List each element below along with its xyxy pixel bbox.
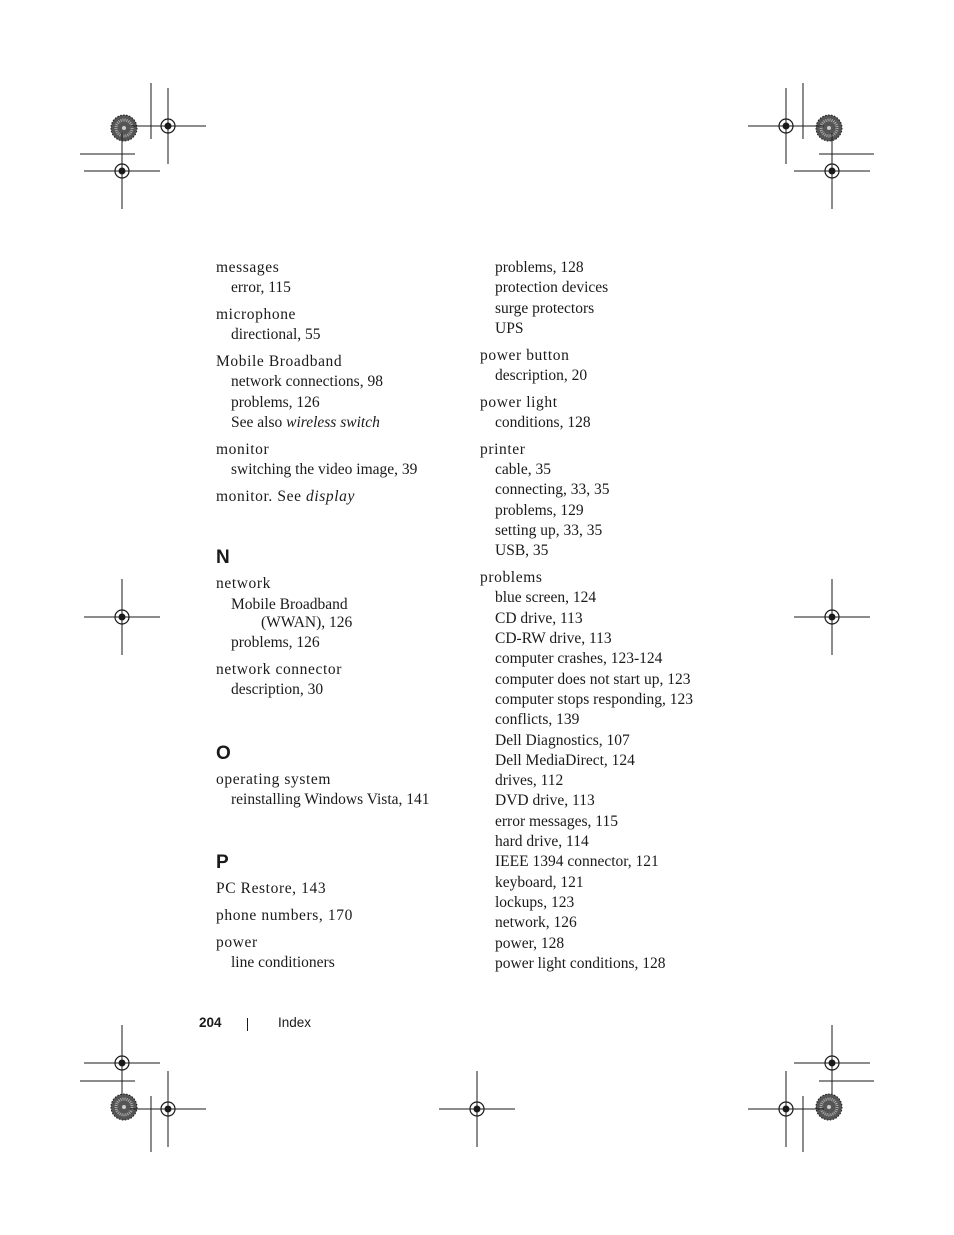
index-entry-microphone [216, 305, 466, 346]
index-subentry: Dell MediaDirect, 124 [495, 751, 635, 769]
index-subentry: error messages, 115 [495, 812, 618, 830]
index-subentry: cable, 35 [495, 461, 551, 479]
index-subentry: lockups, 123 [495, 893, 575, 911]
section-letter-o: O [216, 742, 231, 764]
starburst-mark [111, 115, 137, 141]
index-subentry: hard drive, 114 [495, 833, 589, 851]
index-see-also [216, 413, 466, 433]
index-subentry: power, 128 [495, 934, 565, 952]
section-letter-n: N [216, 547, 230, 569]
index-subentry: problems, 126 [231, 393, 320, 411]
see-target: display [306, 487, 356, 505]
crosshair-mark [794, 1025, 870, 1101]
crosshair-mark [794, 133, 870, 209]
index-entry-network [216, 574, 466, 653]
starburst-mark [816, 115, 842, 141]
index-subentry: surge protectors [495, 299, 595, 317]
footer-section-label: Index [278, 1015, 312, 1030]
index-term: PC Restore, 143 [216, 880, 327, 898]
index-entry-monitor-see [216, 487, 466, 507]
index-term: power light [480, 393, 558, 411]
index-term: power button [480, 346, 570, 364]
index-subentry: description, 20 [495, 366, 588, 384]
index-entry-network-connector [216, 660, 466, 701]
index-entry-monitor [216, 440, 466, 481]
index-entry-mobile-broadband [216, 352, 466, 433]
index-entry-printer [480, 440, 730, 562]
index-subentry: IEEE 1394 connector, 121 [495, 853, 659, 871]
index-subentry: UPS [495, 319, 524, 337]
index-subentry: setting up, 33, 35 [495, 522, 603, 540]
index-subentry: network connections, 98 [231, 373, 383, 391]
index-term: operating system [216, 770, 332, 788]
index-term: microphone [216, 306, 297, 324]
crosshair-mark [130, 1071, 206, 1147]
index-subentry: DVD drive, 113 [495, 792, 595, 810]
index-subentry: computer does not start up, 123 [495, 670, 691, 688]
index-term: phone numbers, 170 [216, 906, 353, 924]
index-subentry: switching the video image, 39 [231, 461, 418, 479]
index-subentry: network, 126 [495, 914, 577, 932]
index-subentry: reinstalling Windows Vista, 141 [231, 790, 430, 808]
crosshair-mark [748, 88, 824, 164]
index-subentry: problems, 128 [495, 259, 584, 276]
index-term: messages [216, 259, 280, 276]
index-term: monitor [216, 440, 270, 458]
index-entry-power-light [480, 393, 730, 434]
index-subentry: conditions, 128 [495, 414, 591, 432]
crosshair-mark [84, 579, 160, 655]
index-subentry: blue screen, 124 [495, 589, 597, 607]
index-term: Mobile Broadband [216, 353, 343, 371]
index-entry-power [216, 933, 466, 974]
index-term: power [216, 933, 258, 951]
index-subentry: Mobile Broadband [231, 595, 348, 613]
index-subentry: problems, 129 [495, 501, 584, 519]
see-also-prefix: See also [231, 414, 287, 432]
index-subentry: computer stops responding, 123 [495, 690, 694, 708]
index-entry-phone-numbers [216, 906, 466, 926]
index-subentry: error, 115 [231, 279, 291, 297]
crosshair-mark [439, 1071, 515, 1147]
starburst-mark [816, 1094, 842, 1120]
starburst-mark [111, 1094, 137, 1120]
crosshair-mark [794, 579, 870, 655]
see-prefix: monitor. See [216, 487, 307, 505]
index-term: network connector [216, 660, 342, 678]
crosshair-mark [130, 88, 206, 164]
index-subentry: directional, 55 [231, 326, 321, 344]
index-subentry: problems, 126 [231, 634, 320, 652]
index-entry-power-continued [480, 258, 730, 339]
index-subentry: keyboard, 121 [495, 873, 584, 891]
index-term: printer [480, 440, 526, 458]
index-subentry: description, 30 [231, 681, 324, 699]
index-subentry: Dell Diagnostics, 107 [495, 731, 630, 749]
index-entry-messages [216, 258, 466, 299]
index-subentry: line conditioners [231, 954, 335, 972]
index-subentry: CD-RW drive, 113 [495, 630, 612, 648]
crosshair-mark [748, 1071, 824, 1147]
index-column-left [216, 258, 466, 980]
index-term [216, 487, 466, 507]
crosshair-mark [84, 1025, 160, 1101]
index-entry-pc-restore [216, 879, 466, 899]
index-entry-power-button [480, 346, 730, 387]
index-subentry: USB, 35 [495, 542, 549, 560]
index-subentry: drives, 112 [495, 772, 564, 790]
footer-divider [247, 1018, 248, 1031]
index-subentry: power light conditions, 128 [495, 954, 666, 972]
index-entry-operating-system [216, 770, 466, 811]
index-subentry-continued: (WWAN), 126 [261, 613, 353, 631]
crosshair-mark [84, 133, 160, 209]
index-term: network [216, 575, 271, 593]
index-term: problems [480, 569, 543, 587]
index-subentry: computer crashes, 123-124 [495, 650, 663, 668]
see-also-target: wireless switch [286, 414, 380, 432]
index-subentry: CD drive, 113 [495, 609, 583, 627]
index-column-right [480, 258, 730, 981]
index-subentry: conflicts, 139 [495, 711, 580, 729]
index-subentry: connecting, 33, 35 [495, 481, 610, 499]
page-number: 204 [199, 1015, 222, 1030]
section-letter-p: P [216, 852, 229, 874]
index-subentry: protection devices [495, 279, 609, 297]
index-entry-problems [480, 568, 730, 974]
